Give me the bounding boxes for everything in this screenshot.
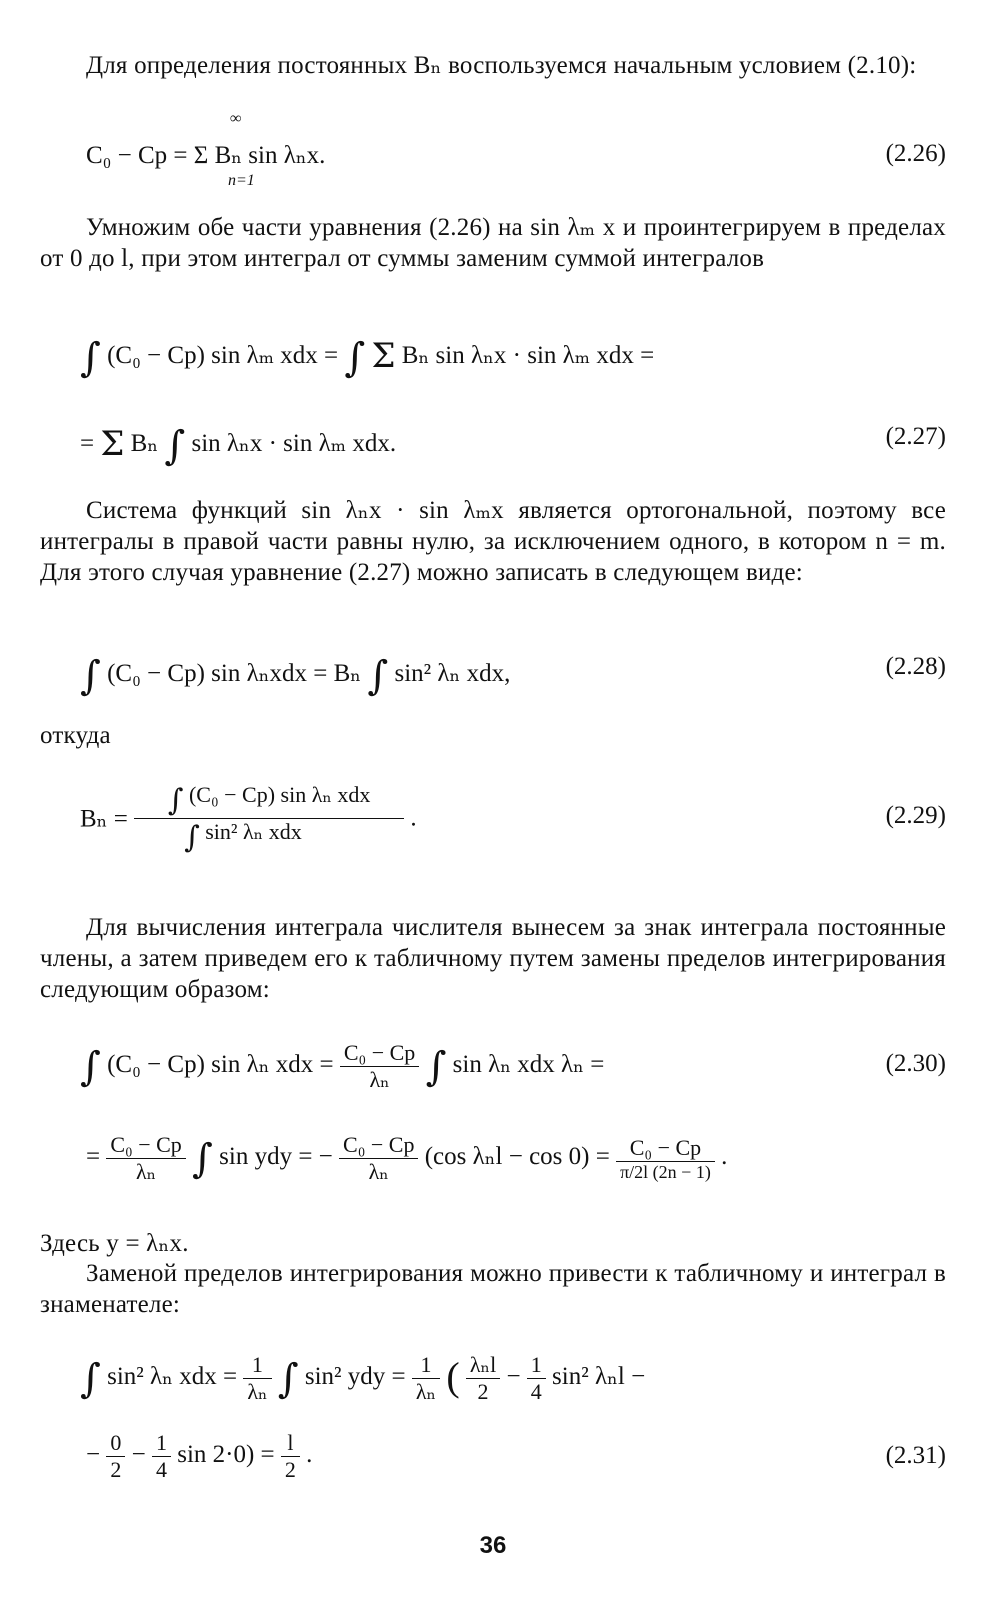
paragraph-6: Заменой пределов интегрирования можно привести к табличному и интеграл в знаменателе: xyxy=(40,1260,946,1318)
eq-part: sin² λₙ xdx = xyxy=(107,1363,238,1391)
fraction: $\frac{\text{C₀ − Cр}}{\text{λₙ}}$ xyxy=(340,1040,419,1093)
sum-sign-icon: Σ xyxy=(100,424,125,464)
equation-2-31: ∫ sin² λₙ xdx = $\frac{1}{\text{λₙ}}$ ∫ sin² ydy = $\frac{1}{\text{λₙ}}$ ( $\frac{\text{λₙl}}{2}$ − $\frac{1}{4}$ sin² λₙl − − $\frac{0}{2}$ − $\frac{1}{4}$ sin 2·0) = $\frac{l}{2}$ . (2.31) xyxy=(80,1352,946,1482)
fraction: $\frac{1}{4}$ xyxy=(527,1352,546,1405)
equation-number: (2.28) xyxy=(885,653,946,680)
paragraph-2: Умножим обе части уравнения (2.26) на sin λₘ x и проинтегрируем в пределах от 0 до l, при этом интеграл от суммы заменим суммой интегралов xyxy=(40,214,946,272)
paragraph-4: Для вычисления интеграла числителя вынесем за знак интеграла постоянные члены, а затем приведем его к табличному путем замены пределов интегрирования следующим образом: xyxy=(40,914,946,1003)
integral-sign-icon: ∫ xyxy=(164,423,186,469)
fraction: $\frac{0}{2}$ xyxy=(106,1430,125,1483)
fraction: $\frac{l}{2}$ xyxy=(281,1430,300,1483)
fraction: $\frac{\text{C₀ − Cр}}{\text{λₙ}}$ xyxy=(339,1132,418,1185)
eq-part: − xyxy=(86,1441,101,1469)
integral-sign-icon: ∫ xyxy=(80,653,101,699)
denominator: sin² λₙ xdx xyxy=(205,819,302,844)
integral-sign-icon: ∫ xyxy=(184,820,200,855)
equation-number: (2.27) xyxy=(885,423,946,450)
fraction: $\frac{\text{C₀ − Cр}}{\text{λₙ}}$ xyxy=(106,1132,185,1185)
fraction: $\frac{1}{\text{λₙ}}$ xyxy=(412,1352,440,1405)
eq-part: (cos λₙl − cos 0) = xyxy=(424,1143,610,1171)
fraction: $\frac{1}{\text{λₙ}}$ xyxy=(243,1352,271,1405)
equation-2-28 xyxy=(40,625,946,715)
integral-sign-icon: ∫ xyxy=(80,1356,101,1403)
eq-part: sin λₙ xdx λₙ = xyxy=(452,1051,605,1079)
integral-sign-icon: ∫ xyxy=(425,1044,447,1091)
integral-sign-icon: ∫ xyxy=(344,335,366,381)
sum-sign-icon: Σ xyxy=(371,336,396,376)
numerator: (C₀ − Cр) sin λₙ xdx xyxy=(188,782,371,807)
eq-part: (C₀ − Cр) sin λₙ xdx = xyxy=(107,1051,334,1079)
equation-body: C₀ − Cр = Σ Bₙ sin λₙx. xyxy=(86,142,326,169)
sum-lower-limit: n=1 xyxy=(228,172,255,189)
paragraph-3: Система функций sin λₙx · sin λₘx является ортогональной, поэтому все интегралы в правой части равны нулю, за исключением одного, в котором n = m. Для этого случая уравнение (2.27) можно записать в следующем виде: xyxy=(40,497,946,586)
equation-number: (2.30) xyxy=(885,1050,946,1077)
equation-number: (2.31) xyxy=(885,1442,946,1469)
eq-part: sin² λₙl − xyxy=(552,1363,646,1391)
eq-part: sin² λₙ xdx, xyxy=(394,660,511,687)
integral-sign-icon: ∫ xyxy=(367,653,389,699)
sum-upper-limit: ∞ xyxy=(230,110,242,127)
eq-part: sin 2·0) = xyxy=(177,1441,275,1469)
eq-part: sin² ydy = xyxy=(304,1363,406,1391)
paragraph-1: Для определения постоянных Bₙ воспользуемся начальным условием (2.10): xyxy=(86,52,917,79)
equation-2-27 xyxy=(40,305,946,480)
word-otkuda: откуда xyxy=(40,722,111,749)
eq-part: Bₙ = xyxy=(80,805,128,833)
equation-2-29: Bₙ = $\frac{\text{∫ (C₀ − Cр) sin λₙ xdx}}{\text{∫ sin² λₙ xdx}}$ . (2.29) xyxy=(80,782,946,855)
fraction: $\frac{\text{λₙl}}{2}$ xyxy=(466,1352,500,1405)
eq-part: − xyxy=(506,1363,521,1391)
equation-number: (2.26) xyxy=(885,140,946,167)
integral-sign-icon: ∫ xyxy=(192,1136,213,1183)
eq-part: = xyxy=(86,1143,101,1171)
eq-part: Bₙ xyxy=(130,430,159,457)
integral-sign-icon: ∫ xyxy=(277,1356,299,1403)
eq-part: = xyxy=(80,430,101,457)
eq-part: sin ydy = − xyxy=(219,1143,333,1171)
equation-2-30: ∫ (C₀ − Cр) sin λₙ xdx = $\frac{\text{C₀ − Cр}}{\text{λₙ}}$ ∫ sin λₙ xdx λₙ = (2.30) = $\frac{\text{C₀ − Cр}}{\text{λₙ}}$ ∫ sin ydy = − $\frac{\text{C₀ − Cр}}{\text{λₙ}}$ (cos λₙl − cos 0) = $\frac{\text{C₀ − Cр}}{\pi/2l (2n - 1)}$ . xyxy=(80,1040,946,1184)
equation-number: (2.29) xyxy=(885,802,946,829)
paragraph-5: Здесь y = λₙx. xyxy=(40,1230,189,1257)
integral-sign-icon: ∫ xyxy=(80,335,101,381)
eq-part: (C₀ − Cр) sin λₘ xdx = xyxy=(107,342,345,369)
equation-2-26 xyxy=(40,110,946,200)
fraction: $\frac{\text{C₀ − Cр}}{\pi/2l (2n - 1)}$ xyxy=(616,1135,715,1183)
page-number: 36 xyxy=(479,1532,507,1559)
integral-sign-icon: ∫ xyxy=(80,1044,101,1091)
fraction xyxy=(134,782,404,855)
eq-part: Bₙ sin λₙx · sin λₘ xdx = xyxy=(401,342,655,369)
fraction: $\frac{1}{4}$ xyxy=(152,1430,171,1483)
eq-part: − xyxy=(131,1441,146,1469)
eq-part: sin λₙx · sin λₘ xdx. xyxy=(191,430,397,457)
integral-sign-icon: ∫ xyxy=(167,783,184,818)
eq-part: (C₀ − Cр) sin λₙxdx = Bₙ xyxy=(107,660,362,687)
